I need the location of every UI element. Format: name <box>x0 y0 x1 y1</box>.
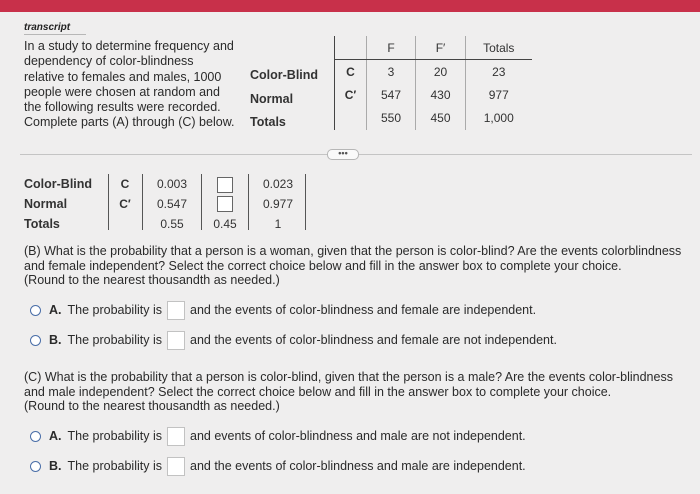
table-cell: 0.55 <box>160 217 184 231</box>
table-cell: 1 <box>274 217 282 231</box>
intro-line: In a study to determine frequency and <box>24 39 234 53</box>
table-cell: 0.977 <box>262 197 294 211</box>
radio-button[interactable] <box>30 335 41 346</box>
intro-line: the following results were recorded. <box>24 100 221 115</box>
option-letter: B. <box>49 333 62 347</box>
part-c-option-a[interactable] <box>30 426 526 446</box>
part-c-option-b[interactable] <box>30 456 526 476</box>
row-label-totals: Totals <box>24 217 60 231</box>
header-cell <box>335 36 367 60</box>
table-cell: 977 <box>466 83 532 107</box>
top-accent-bar <box>0 0 700 12</box>
option-suffix: and the events of color-blindness and male are independent. <box>190 459 526 473</box>
question-line: (C) What is the probability that a person is color-blind, given that the person is a male? Are the events color-blindness <box>24 370 673 384</box>
table-cell: C′ <box>335 83 367 107</box>
table-cell <box>335 107 367 131</box>
intro-line: Complete parts (A) through (C) below. <box>24 115 235 130</box>
part-b-option-b[interactable] <box>30 330 557 350</box>
question-line: and female independent? Select the correct choice below and fill in the answer box to complete your choice. <box>24 258 622 273</box>
table-cell: 0.547 <box>156 197 188 211</box>
symbol-c: C <box>120 177 130 191</box>
option-prefix: The probability is <box>67 303 162 317</box>
table-cell: 23 <box>466 60 532 84</box>
table-cell: 0.023 <box>262 177 294 191</box>
part-b-option-a[interactable] <box>30 300 536 320</box>
problem-intro <box>24 39 254 131</box>
table-cell: 20 <box>416 60 466 84</box>
table-divider-line <box>201 174 202 230</box>
radio-button[interactable] <box>30 461 41 472</box>
table-divider-line <box>142 174 143 230</box>
symbol-c-prime: C′ <box>119 197 131 211</box>
table-divider-line <box>248 174 249 230</box>
table-row <box>335 107 532 131</box>
answer-input-box[interactable] <box>167 301 185 320</box>
working-table-row-labels <box>24 176 92 236</box>
table-cell: 450 <box>416 107 466 131</box>
working-table-col2-total <box>205 216 245 236</box>
option-prefix: The probability is <box>67 459 162 473</box>
option-suffix: and the events of color-blindness and female are not independent. <box>190 333 557 347</box>
table-cell: 430 <box>416 83 466 107</box>
intro-line: relative to females and males, 1000 <box>24 69 222 84</box>
row-label-normal: Normal <box>24 197 68 211</box>
question-line: (Round to the nearest thousandth as needed.) <box>24 399 280 413</box>
working-answer-box[interactable] <box>217 177 233 193</box>
question-line: (Round to the nearest thousandth as needed.) <box>24 273 280 287</box>
table-cell: 0.003 <box>156 177 188 191</box>
option-letter: A. <box>49 303 62 317</box>
option-suffix: and the events of color-blindness and female are independent. <box>190 303 537 317</box>
table-cell: 547 <box>367 83 416 107</box>
answer-input-box[interactable] <box>167 427 185 446</box>
table-cell: 3 <box>367 60 416 84</box>
option-suffix: and events of color-blindness and male are not independent. <box>190 429 526 443</box>
row-label-color-blind: Color-Blind <box>24 177 93 191</box>
table-cell: 1,000 <box>466 107 532 131</box>
intro-line: dependency of color-blindness <box>24 54 194 69</box>
intro-line: people were chosen at random and <box>24 84 220 99</box>
option-letter: B. <box>49 459 62 473</box>
transcript-label: transcript <box>24 22 86 35</box>
table-divider-line <box>305 174 306 230</box>
working-table-symbols <box>114 176 136 216</box>
expand-more-button[interactable]: ••• <box>327 149 359 160</box>
option-prefix: The probability is <box>67 429 162 443</box>
table-header-row <box>335 36 532 60</box>
working-answer-box[interactable] <box>217 196 233 212</box>
radio-button[interactable] <box>30 431 41 442</box>
working-table-col3 <box>254 176 302 236</box>
part-b-question <box>24 244 684 288</box>
option-prefix: The probability is <box>67 333 162 347</box>
table-row <box>335 60 532 84</box>
radio-button[interactable] <box>30 305 41 316</box>
option-letter: A. <box>49 429 62 443</box>
table-cell: 0.45 <box>213 217 237 231</box>
question-line: (B) What is the probability that a person is a woman, given that the person is color-blind? Are the events colorblindness <box>24 244 682 258</box>
working-table-col1 <box>148 176 196 236</box>
table-row <box>335 83 532 107</box>
table-cell: 550 <box>367 107 416 131</box>
row-label-totals: Totals <box>250 115 286 129</box>
header-cell-totals: Totals <box>466 36 532 60</box>
contingency-table <box>334 36 532 130</box>
table-divider-line <box>108 174 109 230</box>
answer-input-box[interactable] <box>167 457 185 476</box>
row-label-normal: Normal <box>250 91 294 106</box>
row-label-color-blind: Color-Blind <box>250 68 319 82</box>
part-c-question <box>24 370 684 414</box>
header-cell-f-prime: F′ <box>416 36 466 60</box>
main-table-row-labels <box>250 67 318 138</box>
table-cell: C <box>335 60 367 84</box>
question-line: and male independent? Select the correct choice below and fill in the answer box to complete your choice. <box>24 384 612 399</box>
answer-input-box[interactable] <box>167 331 185 350</box>
header-cell-f: F <box>367 36 416 60</box>
